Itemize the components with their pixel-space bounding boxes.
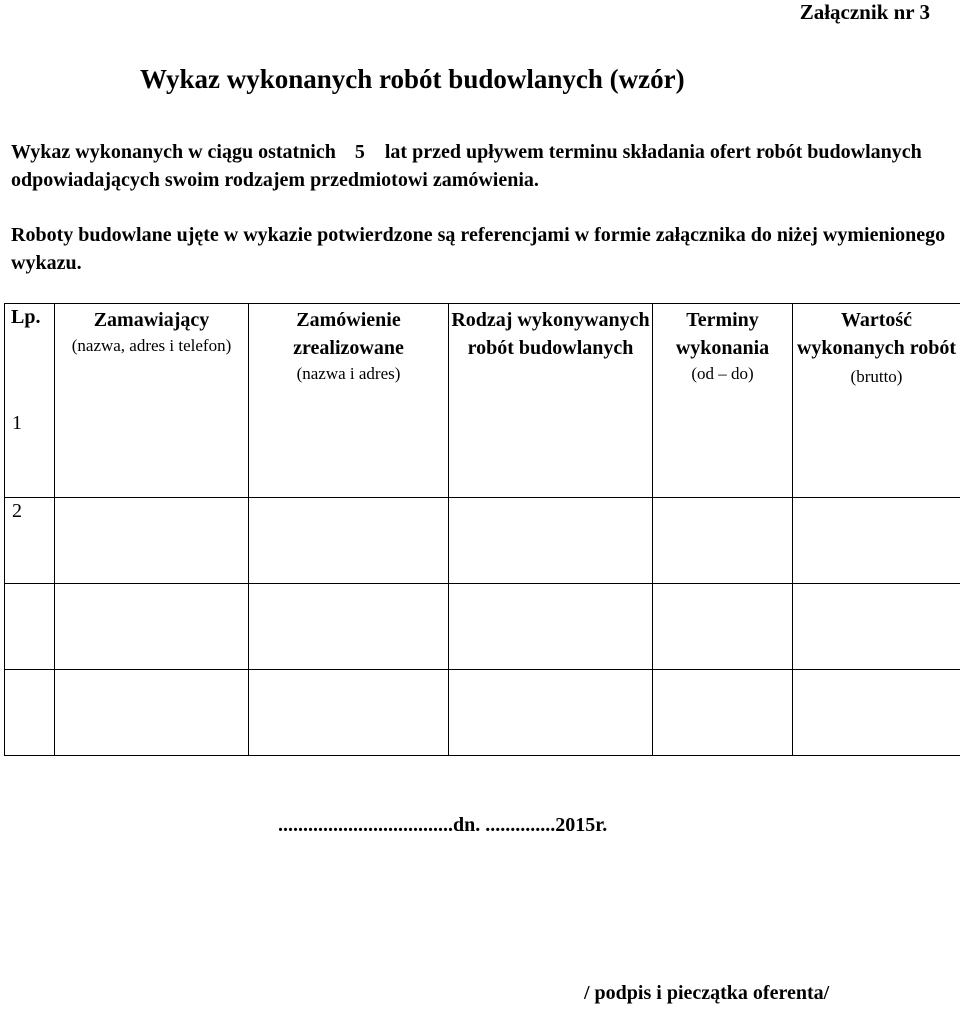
column-header-order-sub: (nazwa i adres) bbox=[296, 364, 401, 383]
column-header-value-main: Wartość wykonanych robót bbox=[796, 309, 957, 359]
row-dates-cell[interactable] bbox=[653, 584, 793, 670]
column-header-lp bbox=[5, 304, 55, 498]
intro-text-part1: Wykaz wykonanych w ciągu ostatnich bbox=[11, 141, 336, 163]
row-value-cell[interactable] bbox=[793, 670, 960, 756]
table-row bbox=[5, 584, 960, 670]
row-order-cell[interactable] bbox=[249, 670, 449, 756]
column-header-dates-label: Terminy wykonania bbox=[675, 309, 770, 359]
column-header-order bbox=[249, 304, 449, 498]
column-header-work-type bbox=[449, 304, 653, 498]
annex-label: Załącznik nr 3 bbox=[799, 0, 930, 24]
row-order-cell[interactable] bbox=[249, 584, 449, 670]
row-work-type-cell[interactable] bbox=[449, 498, 653, 584]
signature-line: / podpis i pieczątka oferenta/ bbox=[584, 982, 830, 1004]
date-line: ...................................dn. ..............2015r. bbox=[278, 814, 608, 836]
intro-paragraph bbox=[11, 138, 951, 194]
table-header-row bbox=[5, 304, 960, 498]
row-value-cell[interactable] bbox=[793, 584, 960, 670]
column-header-client-sub: (nazwa, adres i telefon) bbox=[71, 336, 232, 355]
column-header-order-label: Zamówienie zrealizowane bbox=[293, 309, 404, 359]
row-lp-cell bbox=[5, 584, 55, 670]
row-work-type-cell[interactable] bbox=[449, 584, 653, 670]
row-value-cell[interactable] bbox=[793, 498, 960, 584]
row-client-cell[interactable] bbox=[55, 498, 249, 584]
references-note: Roboty budowlane ujęte w wykazie potwierdzone są referencjami w formie załącznika do niżej wymienionego wykazu. bbox=[11, 224, 946, 274]
works-table bbox=[4, 303, 960, 756]
column-header-client-label: Zamawiający bbox=[93, 309, 210, 331]
table-row bbox=[5, 670, 960, 756]
row-order-cell[interactable] bbox=[249, 498, 449, 584]
row-dates-cell[interactable] bbox=[653, 498, 793, 584]
row-lp-cell: 2 bbox=[5, 498, 55, 584]
row-lp-cell bbox=[5, 670, 55, 756]
row-client-cell[interactable] bbox=[55, 670, 249, 756]
row-client-cell[interactable] bbox=[55, 584, 249, 670]
row-number-1: 1 bbox=[12, 412, 22, 434]
column-header-work-type-label: Rodzaj wykonywanych robót budowlanych bbox=[451, 309, 650, 359]
row-work-type-cell[interactable] bbox=[449, 670, 653, 756]
column-header-client bbox=[55, 304, 249, 498]
intro-text-part2: lat przed upływem terminu składania ofert robót budowlanych odpowiadających swoim rodzajem przedmiotowi zamówienia. bbox=[11, 141, 922, 191]
column-header-value-label bbox=[793, 306, 960, 391]
row-dates-cell[interactable] bbox=[653, 670, 793, 756]
column-header-lp-label: Lp. bbox=[11, 306, 41, 328]
table-row bbox=[5, 498, 960, 584]
column-header-value bbox=[793, 304, 960, 498]
column-header-dates bbox=[653, 304, 793, 498]
document-title: Wykaz wykonanych robót budowlanych (wzór) bbox=[140, 64, 685, 94]
column-header-value-sub: (brutto) bbox=[850, 367, 903, 386]
column-header-dates-sub: (od – do) bbox=[691, 364, 754, 383]
years-count: 5 bbox=[354, 141, 365, 163]
